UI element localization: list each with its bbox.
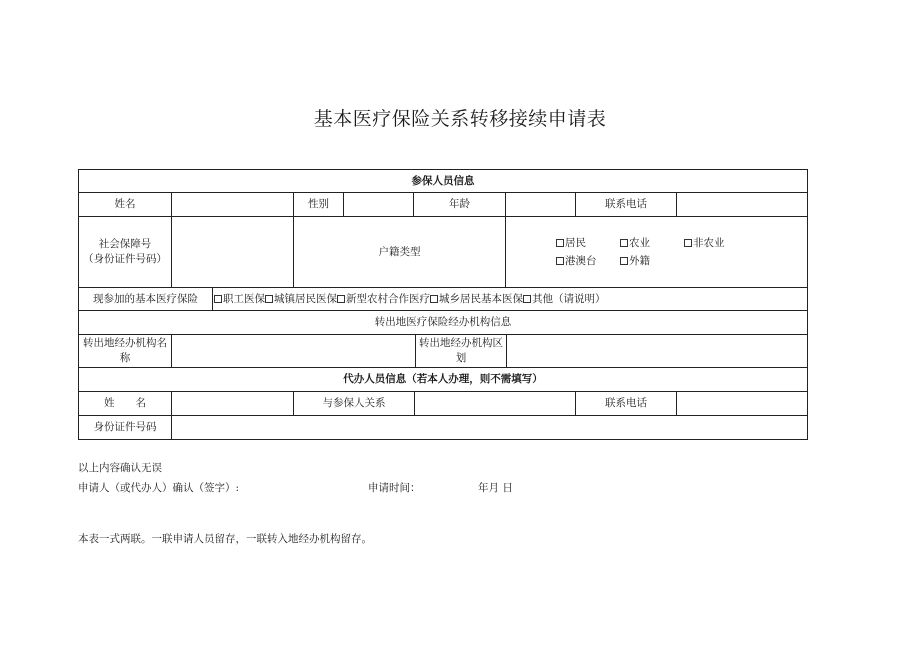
checkbox-icon <box>337 295 345 303</box>
insurance-option-other[interactable]: 其他（请说明） <box>523 292 606 307</box>
age-input[interactable] <box>505 193 575 216</box>
name-input[interactable] <box>171 193 293 216</box>
agent-relation-label: 与参保人关系 <box>293 392 414 415</box>
insurance-option-rural-cooperative[interactable]: 新型农村合作医疗 <box>337 292 430 307</box>
section-header-insured-info: 参保人员信息 <box>411 174 475 187</box>
transfer-org-name-input[interactable] <box>171 335 415 367</box>
signature-label: 申请人（或代办人）确认（签字）: <box>78 482 240 494</box>
section-header-agent-info: 代办人员信息（若本人办理，则不需填写） <box>343 373 543 385</box>
insurance-option-urban-resident[interactable]: 城镇居民医保 <box>265 292 337 307</box>
current-insurance-options <box>212 288 807 310</box>
transfer-org-region-label-line1: 转出地经办机构区 <box>419 337 503 349</box>
checkbox-icon <box>556 257 564 265</box>
agent-phone-label: 联系电话 <box>575 392 676 415</box>
ssn-label <box>79 217 171 287</box>
age-label: 年龄 <box>413 193 505 216</box>
ssn-input[interactable] <box>171 217 293 287</box>
household-option-agricultural[interactable]: 农业 <box>620 236 650 251</box>
current-insurance-row <box>79 288 807 311</box>
current-insurance-label: 现参加的基本医疗保险 <box>93 292 198 305</box>
agent-id-row <box>79 416 807 439</box>
transfer-org-name-label-line2: 称 <box>119 352 131 364</box>
agent-name-input[interactable] <box>171 392 293 415</box>
agent-relation-input[interactable] <box>414 392 575 415</box>
checkbox-icon <box>265 295 273 303</box>
household-type-label: 户籍类型 <box>293 217 505 287</box>
household-option-non-agricultural[interactable]: 非农业 <box>684 236 725 251</box>
checkbox-icon <box>620 257 628 265</box>
agent-id-input[interactable] <box>171 416 807 439</box>
phone-input[interactable] <box>676 193 807 216</box>
checkbox-icon <box>523 295 531 303</box>
checkbox-icon <box>430 295 438 303</box>
application-form-table <box>78 169 808 440</box>
confirm-text: 以上内容确认无误 <box>78 462 162 474</box>
date-units: 年月 日 <box>478 482 513 494</box>
transfer-org-name-label-line1: 转出地经办机构名 <box>83 337 167 349</box>
section-header-transfer-out: 转出地医疗保险经办机构信息 <box>374 316 512 328</box>
ssn-household-row <box>79 217 807 288</box>
section-header-row <box>79 170 807 193</box>
agent-info-row <box>79 392 807 416</box>
agent-name-label: 姓 名 <box>104 397 146 409</box>
household-option-hk-macao-taiwan[interactable]: 港澳台 <box>556 254 597 269</box>
section-header-row <box>79 311 807 335</box>
household-option-foreign[interactable]: 外籍 <box>620 254 650 269</box>
checkbox-icon <box>556 239 564 247</box>
checkbox-icon <box>214 295 222 303</box>
footnote: 本表一式两联。一联申请人员留存，一联转入地经办机构留存。 <box>78 533 372 545</box>
household-options <box>505 217 807 287</box>
ssn-label-line2: （身份证件号码） <box>83 253 167 265</box>
transfer-org-name-label <box>79 335 171 367</box>
gender-input[interactable] <box>343 193 413 216</box>
insurance-option-employee[interactable]: 职工医保 <box>214 292 265 307</box>
checkbox-icon <box>684 239 692 247</box>
agent-phone-input[interactable] <box>676 392 807 415</box>
basic-info-row <box>79 193 807 217</box>
phone-label: 联系电话 <box>575 193 676 216</box>
transfer-org-region-label <box>415 335 506 367</box>
transfer-org-region-input[interactable] <box>506 335 807 367</box>
household-option-resident[interactable]: 居民 <box>556 236 586 251</box>
insurance-option-urban-rural-resident[interactable]: 城乡居民基本医保 <box>430 292 523 307</box>
ssn-label-line1: 社会保障号 <box>98 238 152 250</box>
transfer-org-region-label-line2: 划 <box>455 352 467 364</box>
name-label: 姓名 <box>114 198 136 210</box>
date-label: 申请时间： <box>368 482 421 494</box>
form-title: 基本医疗保险关系转移接续申请表 <box>313 108 607 130</box>
gender-label: 性别 <box>293 193 343 216</box>
section-header-row <box>79 368 807 392</box>
agent-id-label: 身份证件号码 <box>93 421 157 433</box>
transfer-org-row <box>79 335 807 368</box>
checkbox-icon <box>620 239 628 247</box>
